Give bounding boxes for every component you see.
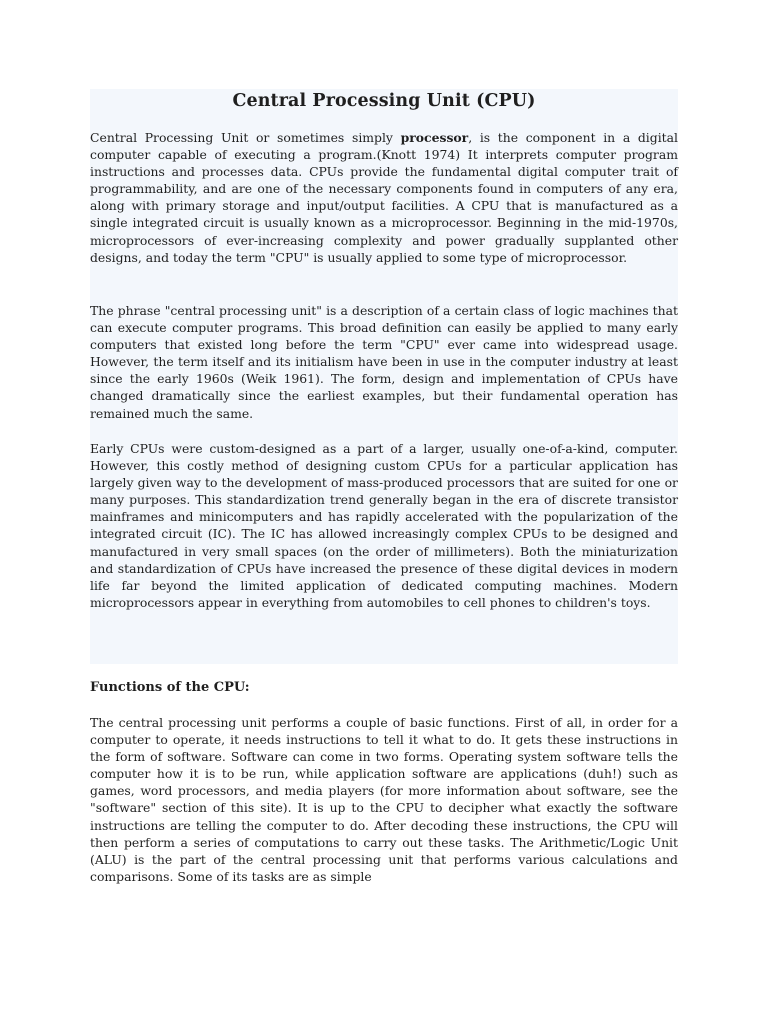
history-paragraph: Early CPUs were custom-designed as a part of a larger, usually one-of-a-kind, computer. However, this costly method of designing custom CPUs for a particular application has largely given way to the development of mass-produced processors that are suited for one or many purposes. This standardization trend generally began in the era of discrete transistor mainframes and minicomputers and has rapidly accelerated with the popularization of the integrated circuit (IC). The IC has allowed increasingly complex CPUs to be designed and manufactured in very small spaces (on the order of millimeters). Both the miniaturization and standardization of CPUs have increased the presence of these digital devices in modern life far beyond the limited application of dedicated computing machines. Modern microprocessors appear in everything from automobiles to cell phones to children's toys. (90, 441, 678, 610)
intro-text-end: , is the component in a digital computer capable of executing a program.(Knott 1974) It interprets computer program instructions and processes data. CPUs provide the fundamental digital computer trait of programmability, and are one of the necessary components found in computers of any era, along with primary storage and input/output facilities. A CPU that is manufactured as a single integrated circuit is usually known as a microprocessor. Beginning in the mid-1970s, microprocessors of ever-increasing complexity and power gradually supplanted other designs, and today the term "CPU" is usually applied to some type of microprocessor. (90, 130, 678, 265)
definition-paragraph: The phrase "central processing unit" is a description of a certain class of logic machines that can execute computer programs. This broad definition can easily be applied to many early computers that existed long before the term "CPU" ever came into widespread usage. However, the term itself and its initialism have been in use in the computer industry at least since the early 1960s (Weik 1961). The form, design and implementation of CPUs have changed dramatically since the earliest examples, but their fundamental operation has remained much the same. (90, 303, 678, 421)
section-heading-functions: Functions of the CPU: (90, 680, 250, 695)
functions-paragraph: The central processing unit performs a couple of basic functions. First of all, in order for a computer to operate, it needs instructions to tell it what to do. It gets these instructions in the form of software. Software can come in two forms. Operating system software tells the computer how it is to be run, while application software are applications (duh!) such as games, word processors, and media players (for more information about software, see the "software" section of this site). It is up to the CPU to decipher what exactly the software instructions are telling the computer to do. After decoding these instructions, the CPU will then perform a series of computations to carry out these tasks. The Arithmetic/Logic Unit (ALU) is the part of the central processing unit that performs various calculations and comparisons. Some of its tasks are as simple (90, 715, 678, 884)
page-title: Central Processing Unit (CPU) (232, 91, 536, 111)
intro-text-start: Central Processing Unit or sometimes simply (90, 130, 401, 145)
intro-paragraph (90, 129, 678, 266)
processor-term: processor (400, 130, 469, 145)
